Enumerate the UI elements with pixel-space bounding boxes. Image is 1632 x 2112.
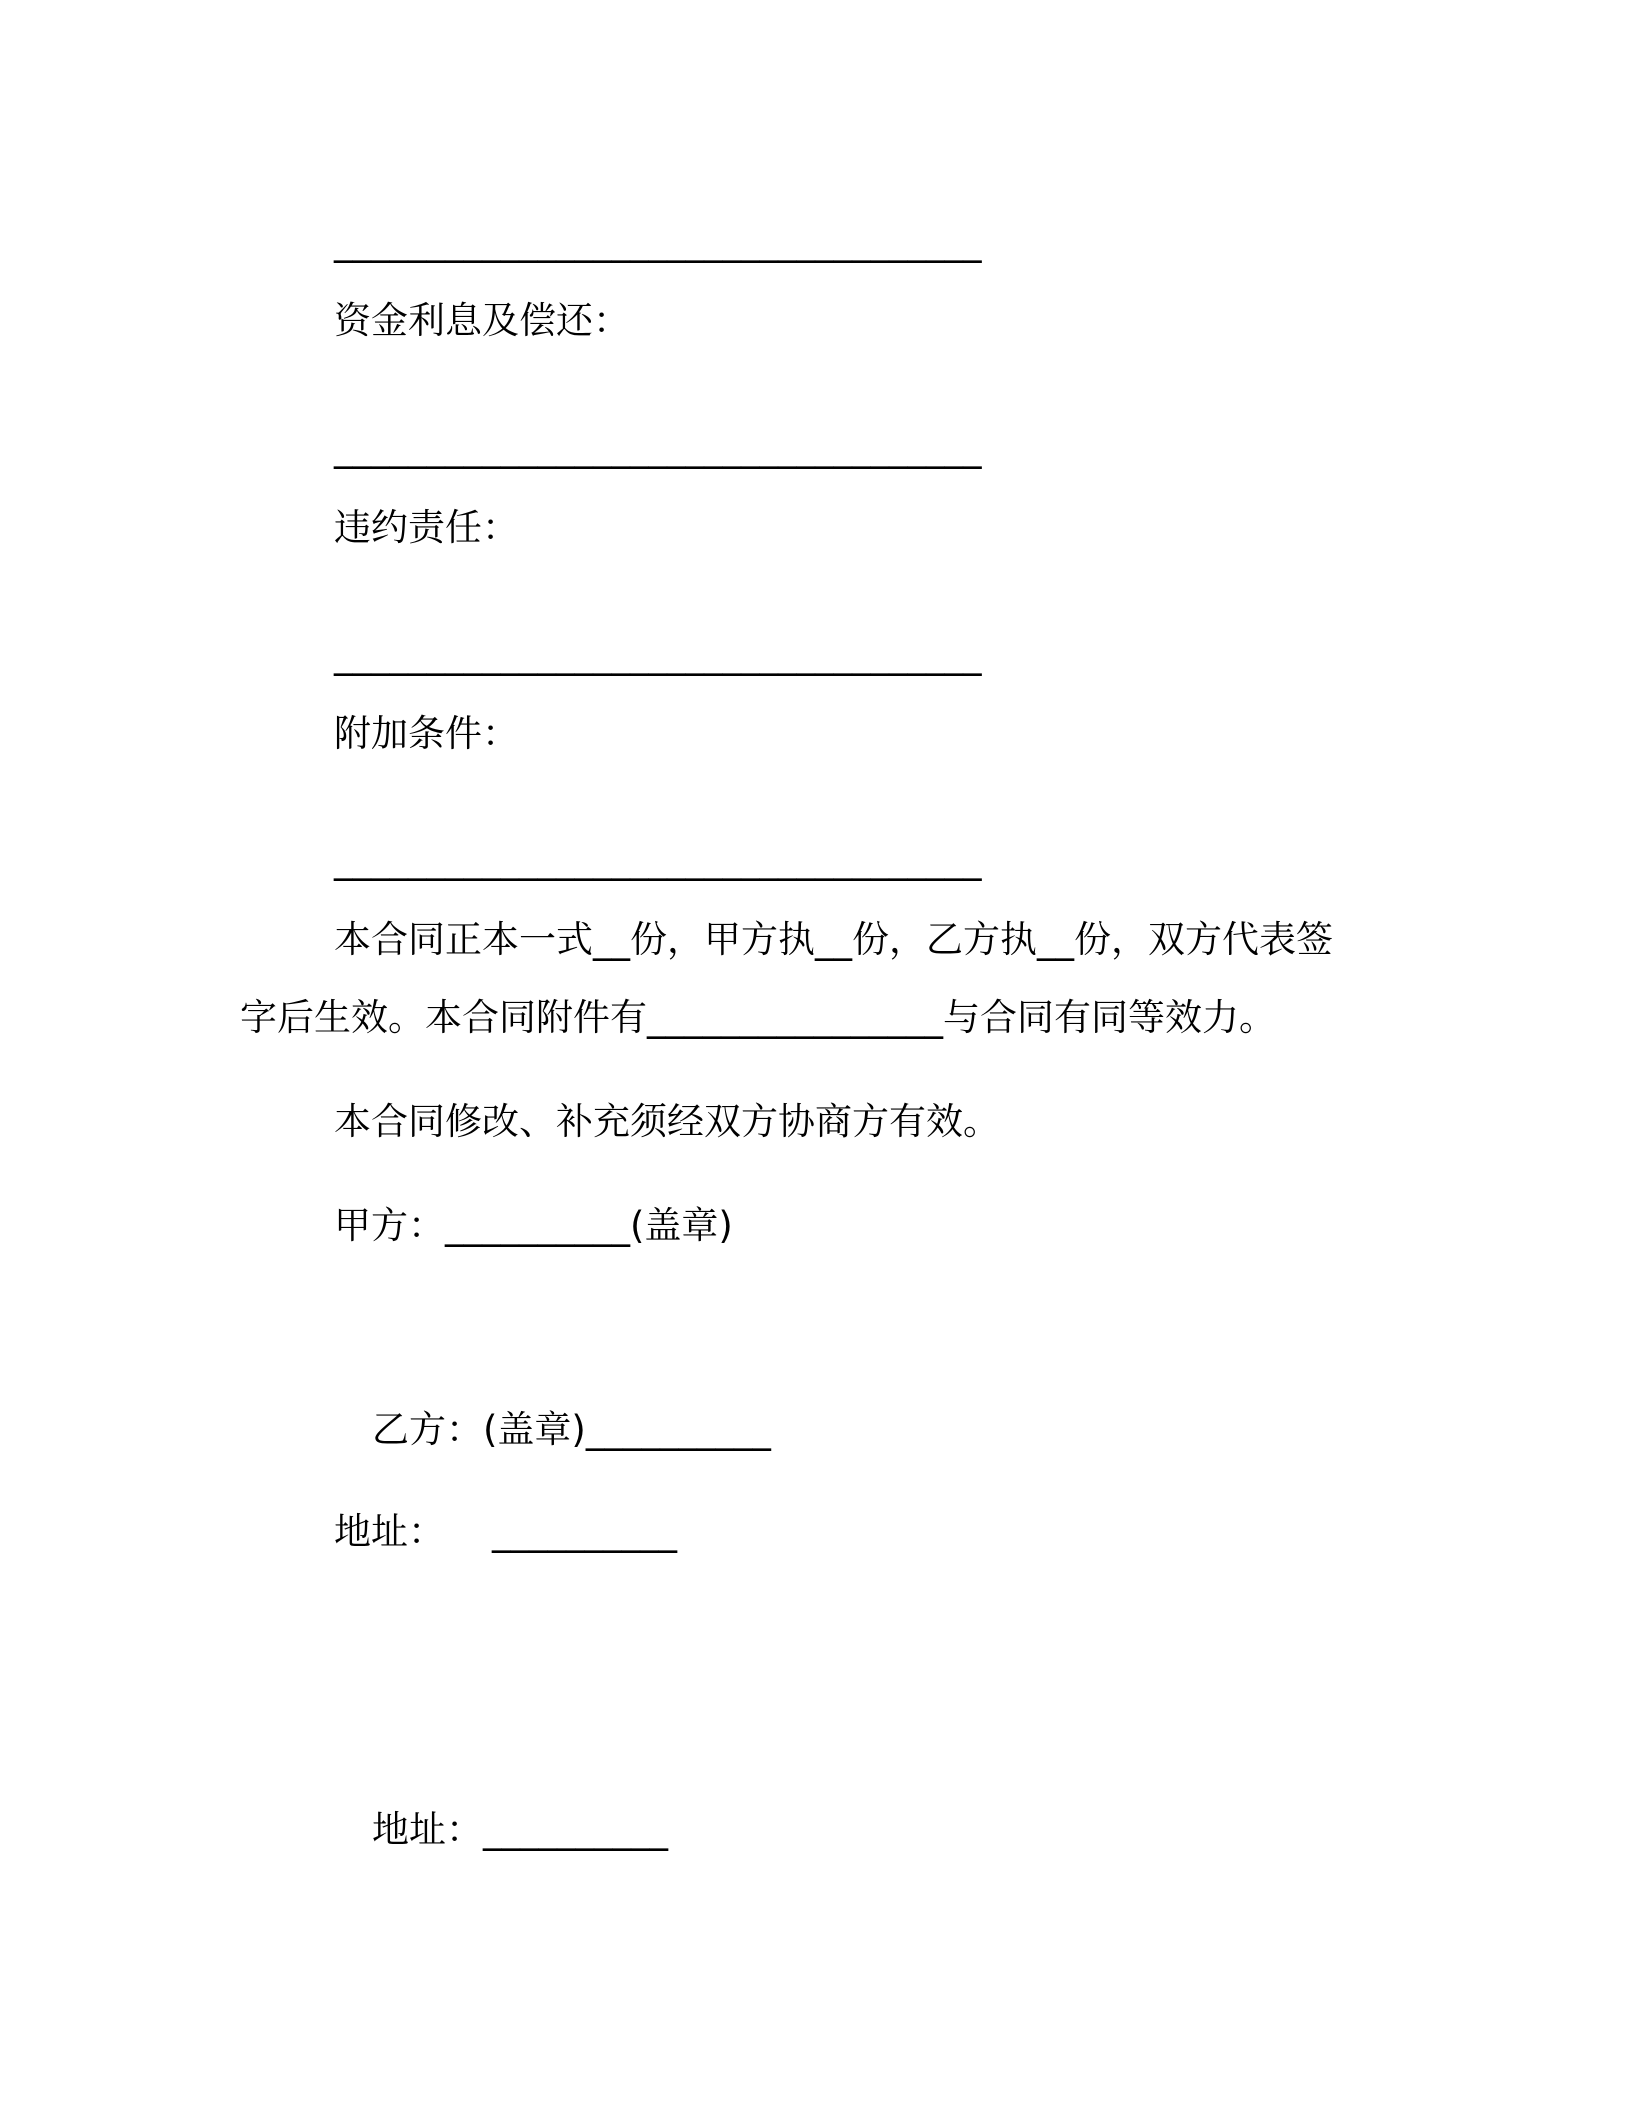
address-a: 地址： __________ [334, 1510, 678, 1553]
blank-line-1: ___________________________________ [334, 220, 982, 263]
copies-clause-line-2: 字后生效。本合同附件有________________与合同有同等效力。 [240, 996, 1276, 1039]
address-b: 地址：__________ [372, 1808, 668, 1851]
funding-interest-label: 资金利息及偿还： [334, 299, 630, 342]
blank-line-2: ___________________________________ [334, 426, 982, 469]
party-b-signature: 乙方：(盖章)__________ [372, 1408, 771, 1451]
copies-clause-line-1: 本合同正本一式__份，甲方执__份，乙方执__份，双方代表签 [334, 918, 1333, 961]
amendment-clause: 本合同修改、补充须经双方协商方有效。 [334, 1100, 1000, 1143]
breach-label: 违约责任： [334, 506, 519, 549]
party-a-signature: 甲方：__________(盖章) [334, 1204, 733, 1247]
blank-line-3: ___________________________________ [334, 633, 982, 676]
blank-line-4: ___________________________________ [334, 838, 982, 881]
additional-terms-label: 附加条件： [334, 712, 519, 755]
